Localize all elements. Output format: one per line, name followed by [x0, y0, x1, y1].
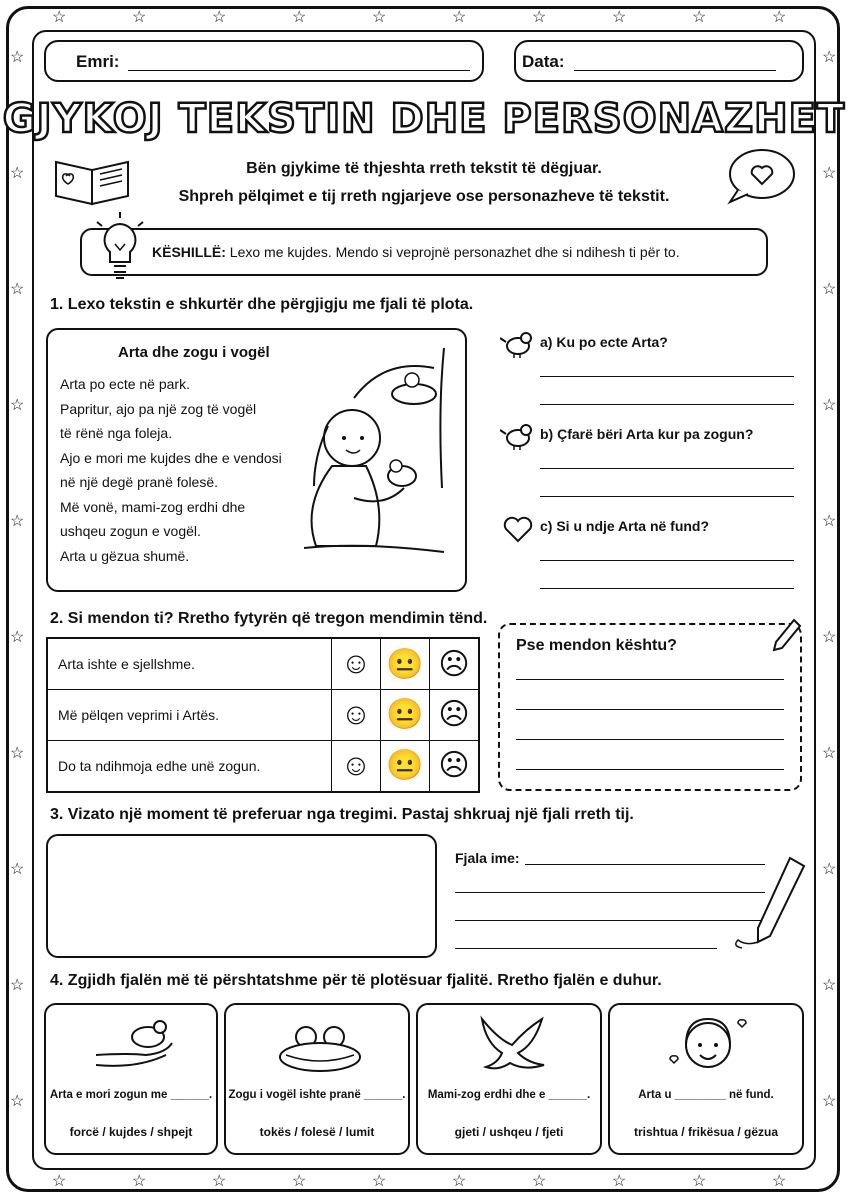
- table-row: [47, 690, 479, 741]
- word-card-4: [608, 1003, 804, 1155]
- pencil-icon: [730, 854, 810, 954]
- story-line: Arta u gëzua shumë.: [60, 547, 190, 564]
- story-box: [46, 328, 467, 592]
- girl-with-bird-illustration: [284, 348, 464, 588]
- star-icon: ☆: [822, 397, 837, 414]
- star-icon: ☆: [822, 745, 837, 762]
- star-icon: ☆: [132, 1173, 147, 1190]
- section3-heading: 3. Vizato një moment të preferuar nga tregimi. Pastaj shkruaj një fjali rreth tij.: [50, 806, 634, 823]
- star-icon: ☆: [10, 629, 25, 646]
- star-icon: ☆: [10, 745, 25, 762]
- star-icon: ☆: [10, 1093, 25, 1110]
- star-icon: ☆: [822, 861, 837, 878]
- star-icon: ☆: [822, 629, 837, 646]
- table-row: [47, 740, 479, 792]
- date-input-line[interactable]: [574, 70, 776, 71]
- happy-girl-icon: [666, 1011, 750, 1081]
- star-icon: ☆: [452, 9, 467, 26]
- sad-face-icon[interactable]: ☹: [430, 740, 480, 792]
- happy-face-icon[interactable]: ☺: [332, 638, 381, 690]
- star-icon: ☆: [822, 281, 837, 298]
- neutral-face-icon[interactable]: 😐: [381, 638, 430, 690]
- question-a: a) Ku po ecte Arta?: [540, 334, 668, 350]
- statement-3: Do ta ndihmoja edhe unë zogun.: [47, 740, 332, 792]
- star-icon: ☆: [10, 165, 25, 182]
- star-icon: ☆: [10, 513, 25, 530]
- why-box: [498, 623, 802, 791]
- subtitle-line-2: Shpreh pëlqimet e tij rreth ngjarjeve ose personazheve të tekstit.: [178, 188, 670, 205]
- story-line: ushqeu zogun e vogël.: [60, 523, 201, 539]
- word-card-3: [416, 1003, 602, 1155]
- name-input-line[interactable]: [128, 70, 470, 71]
- star-icon: ☆: [822, 49, 837, 66]
- bird-icon-b: [500, 420, 536, 450]
- star-icon: ☆: [10, 397, 25, 414]
- star-icon: ☆: [292, 1173, 307, 1190]
- star-icon: ☆: [532, 9, 547, 26]
- table-row: [47, 638, 479, 690]
- neutral-face-icon[interactable]: 😐: [381, 740, 430, 792]
- tip-label: KËSHILLË:: [152, 244, 226, 260]
- pencil-icon: [772, 618, 802, 654]
- star-icon: ☆: [772, 9, 787, 26]
- story-line: Papritur, ajo pa një zog të vogël: [60, 400, 257, 417]
- sad-face-icon[interactable]: ☹: [430, 690, 480, 741]
- sentence-label: Fjala ime:: [455, 850, 520, 866]
- subtitle-line-1: Bën gjykime të thjeshta rreth tekstit të dëgjuar.: [246, 160, 602, 177]
- story-line: Më vonë, mami-zog erdhi dhe: [60, 498, 246, 515]
- star-icon: ☆: [10, 977, 25, 994]
- story-line: të rënë nga foleja.: [60, 425, 173, 441]
- story-line: Arta po ecte në park.: [60, 376, 190, 392]
- nest-with-chicks-icon: [272, 1013, 368, 1077]
- question-c: c) Si u ndje Arta në fund?: [540, 518, 710, 534]
- statement-1: Arta ishte e sjellshme.: [47, 638, 332, 690]
- star-icon: ☆: [612, 1173, 627, 1190]
- story-line: Ajo e mori me kujdes dhe e vendosi: [60, 449, 282, 466]
- section4-heading: 4. Zgjidh fjalën më të përshtatshme për të plotësuar fjalitë. Rretho fjalën e duhur.: [50, 972, 662, 989]
- star-icon: ☆: [692, 9, 707, 26]
- star-icon: ☆: [532, 1173, 547, 1190]
- star-icon: ☆: [372, 1173, 387, 1190]
- word-card-2: [224, 1003, 410, 1155]
- story-line: në një degë pranë folesë.: [60, 474, 219, 490]
- star-icon: ☆: [692, 1173, 707, 1190]
- sentence-line-4[interactable]: [455, 948, 717, 949]
- star-icon: ☆: [10, 49, 25, 66]
- sentence-line-1[interactable]: [525, 864, 765, 865]
- section2-heading: 2. Si mendon ti? Rretho fytyrën që tregon mendimin tënd.: [50, 610, 488, 627]
- question-b: b) Çfarë bëri Arta kur pa zogun?: [540, 426, 754, 442]
- date-field-box: [514, 40, 804, 82]
- card-1-options[interactable]: forcë / kujdes / shpejt: [69, 1125, 193, 1139]
- star-icon: ☆: [212, 9, 227, 26]
- word-card-1: [44, 1003, 218, 1155]
- star-icon: ☆: [52, 1173, 67, 1190]
- tip-text: Lexo me kujdes. Mendo si veprojnë personazhet dhe si ndihesh ti për to.: [229, 244, 680, 260]
- star-icon: ☆: [452, 1173, 467, 1190]
- neutral-face-icon[interactable]: 😐: [381, 690, 430, 741]
- date-label: Data:: [522, 52, 565, 71]
- story-title: Arta dhe zogu i vogël: [118, 344, 270, 361]
- star-icon: ☆: [772, 1173, 787, 1190]
- star-icon: ☆: [10, 861, 25, 878]
- star-icon: ☆: [822, 977, 837, 994]
- name-label: Emri:: [76, 52, 120, 71]
- star-icon: ☆: [822, 1093, 837, 1110]
- card-3-options[interactable]: gjeti / ushqeu / fjeti: [454, 1125, 564, 1139]
- why-line-3[interactable]: [516, 739, 784, 740]
- sentence-line-2[interactable]: [455, 892, 765, 893]
- tip-box: [80, 228, 768, 276]
- sad-face-icon[interactable]: ☹: [430, 638, 480, 690]
- answer-a-line-1[interactable]: [540, 376, 794, 377]
- page-title: GJYKOJ TEKSTIN DHE PERSONAZHET: [2, 96, 846, 142]
- why-line-4[interactable]: [516, 769, 784, 770]
- statement-2: Më pëlqen veprimi i Artës.: [47, 690, 332, 741]
- story-text: [60, 372, 282, 568]
- happy-face-icon[interactable]: ☺: [332, 740, 381, 792]
- answer-b-line-1[interactable]: [540, 468, 794, 469]
- answer-b-line-2[interactable]: [540, 496, 794, 497]
- section1-heading: 1. Lexo tekstin e shkurtër dhe përgjigju me fjali të plota.: [50, 296, 474, 313]
- star-icon: ☆: [822, 513, 837, 530]
- heart-icon: [502, 514, 534, 544]
- opinion-table: [46, 637, 480, 793]
- star-icon: ☆: [292, 9, 307, 26]
- card-3-sentence: Mami-zog erdhi dhe e ______.: [427, 1089, 591, 1101]
- lightbulb-icon: [96, 212, 144, 286]
- star-icon: ☆: [372, 9, 387, 26]
- answer-a-line-2[interactable]: [540, 404, 794, 405]
- why-label: Pse mendon kështu?: [516, 637, 677, 654]
- star-icon: ☆: [822, 165, 837, 182]
- star-icon: ☆: [212, 1173, 227, 1190]
- answer-c-line-1[interactable]: [540, 560, 794, 561]
- bird-icon-a: [500, 328, 536, 358]
- drawing-area[interactable]: [46, 834, 437, 958]
- answer-c-line-2[interactable]: [540, 588, 794, 589]
- card-2-options[interactable]: tokës / folesë / lumit: [259, 1125, 375, 1139]
- tip-text-wrap: [152, 244, 680, 260]
- card-2-sentence: Zogu i vogël ishte pranë ______.: [228, 1089, 406, 1101]
- flying-bird-icon: [472, 1013, 552, 1079]
- star-icon: ☆: [132, 9, 147, 26]
- star-icon: ☆: [612, 9, 627, 26]
- card-4-options[interactable]: trishtua / frikësua / gëzua: [633, 1125, 779, 1139]
- name-field-box: [44, 40, 484, 82]
- why-line-2[interactable]: [516, 709, 784, 710]
- why-line-1[interactable]: [516, 679, 784, 680]
- card-1-sentence: Arta e mori zogun me ______.: [49, 1089, 213, 1101]
- card-4-sentence: Arta u ________ në fund.: [638, 1089, 774, 1101]
- happy-face-icon[interactable]: ☺: [332, 690, 381, 741]
- hand-with-bird-icon: [92, 1015, 176, 1075]
- star-icon: ☆: [10, 281, 25, 298]
- sentence-line-3[interactable]: [455, 920, 765, 921]
- star-icon: ☆: [52, 9, 67, 26]
